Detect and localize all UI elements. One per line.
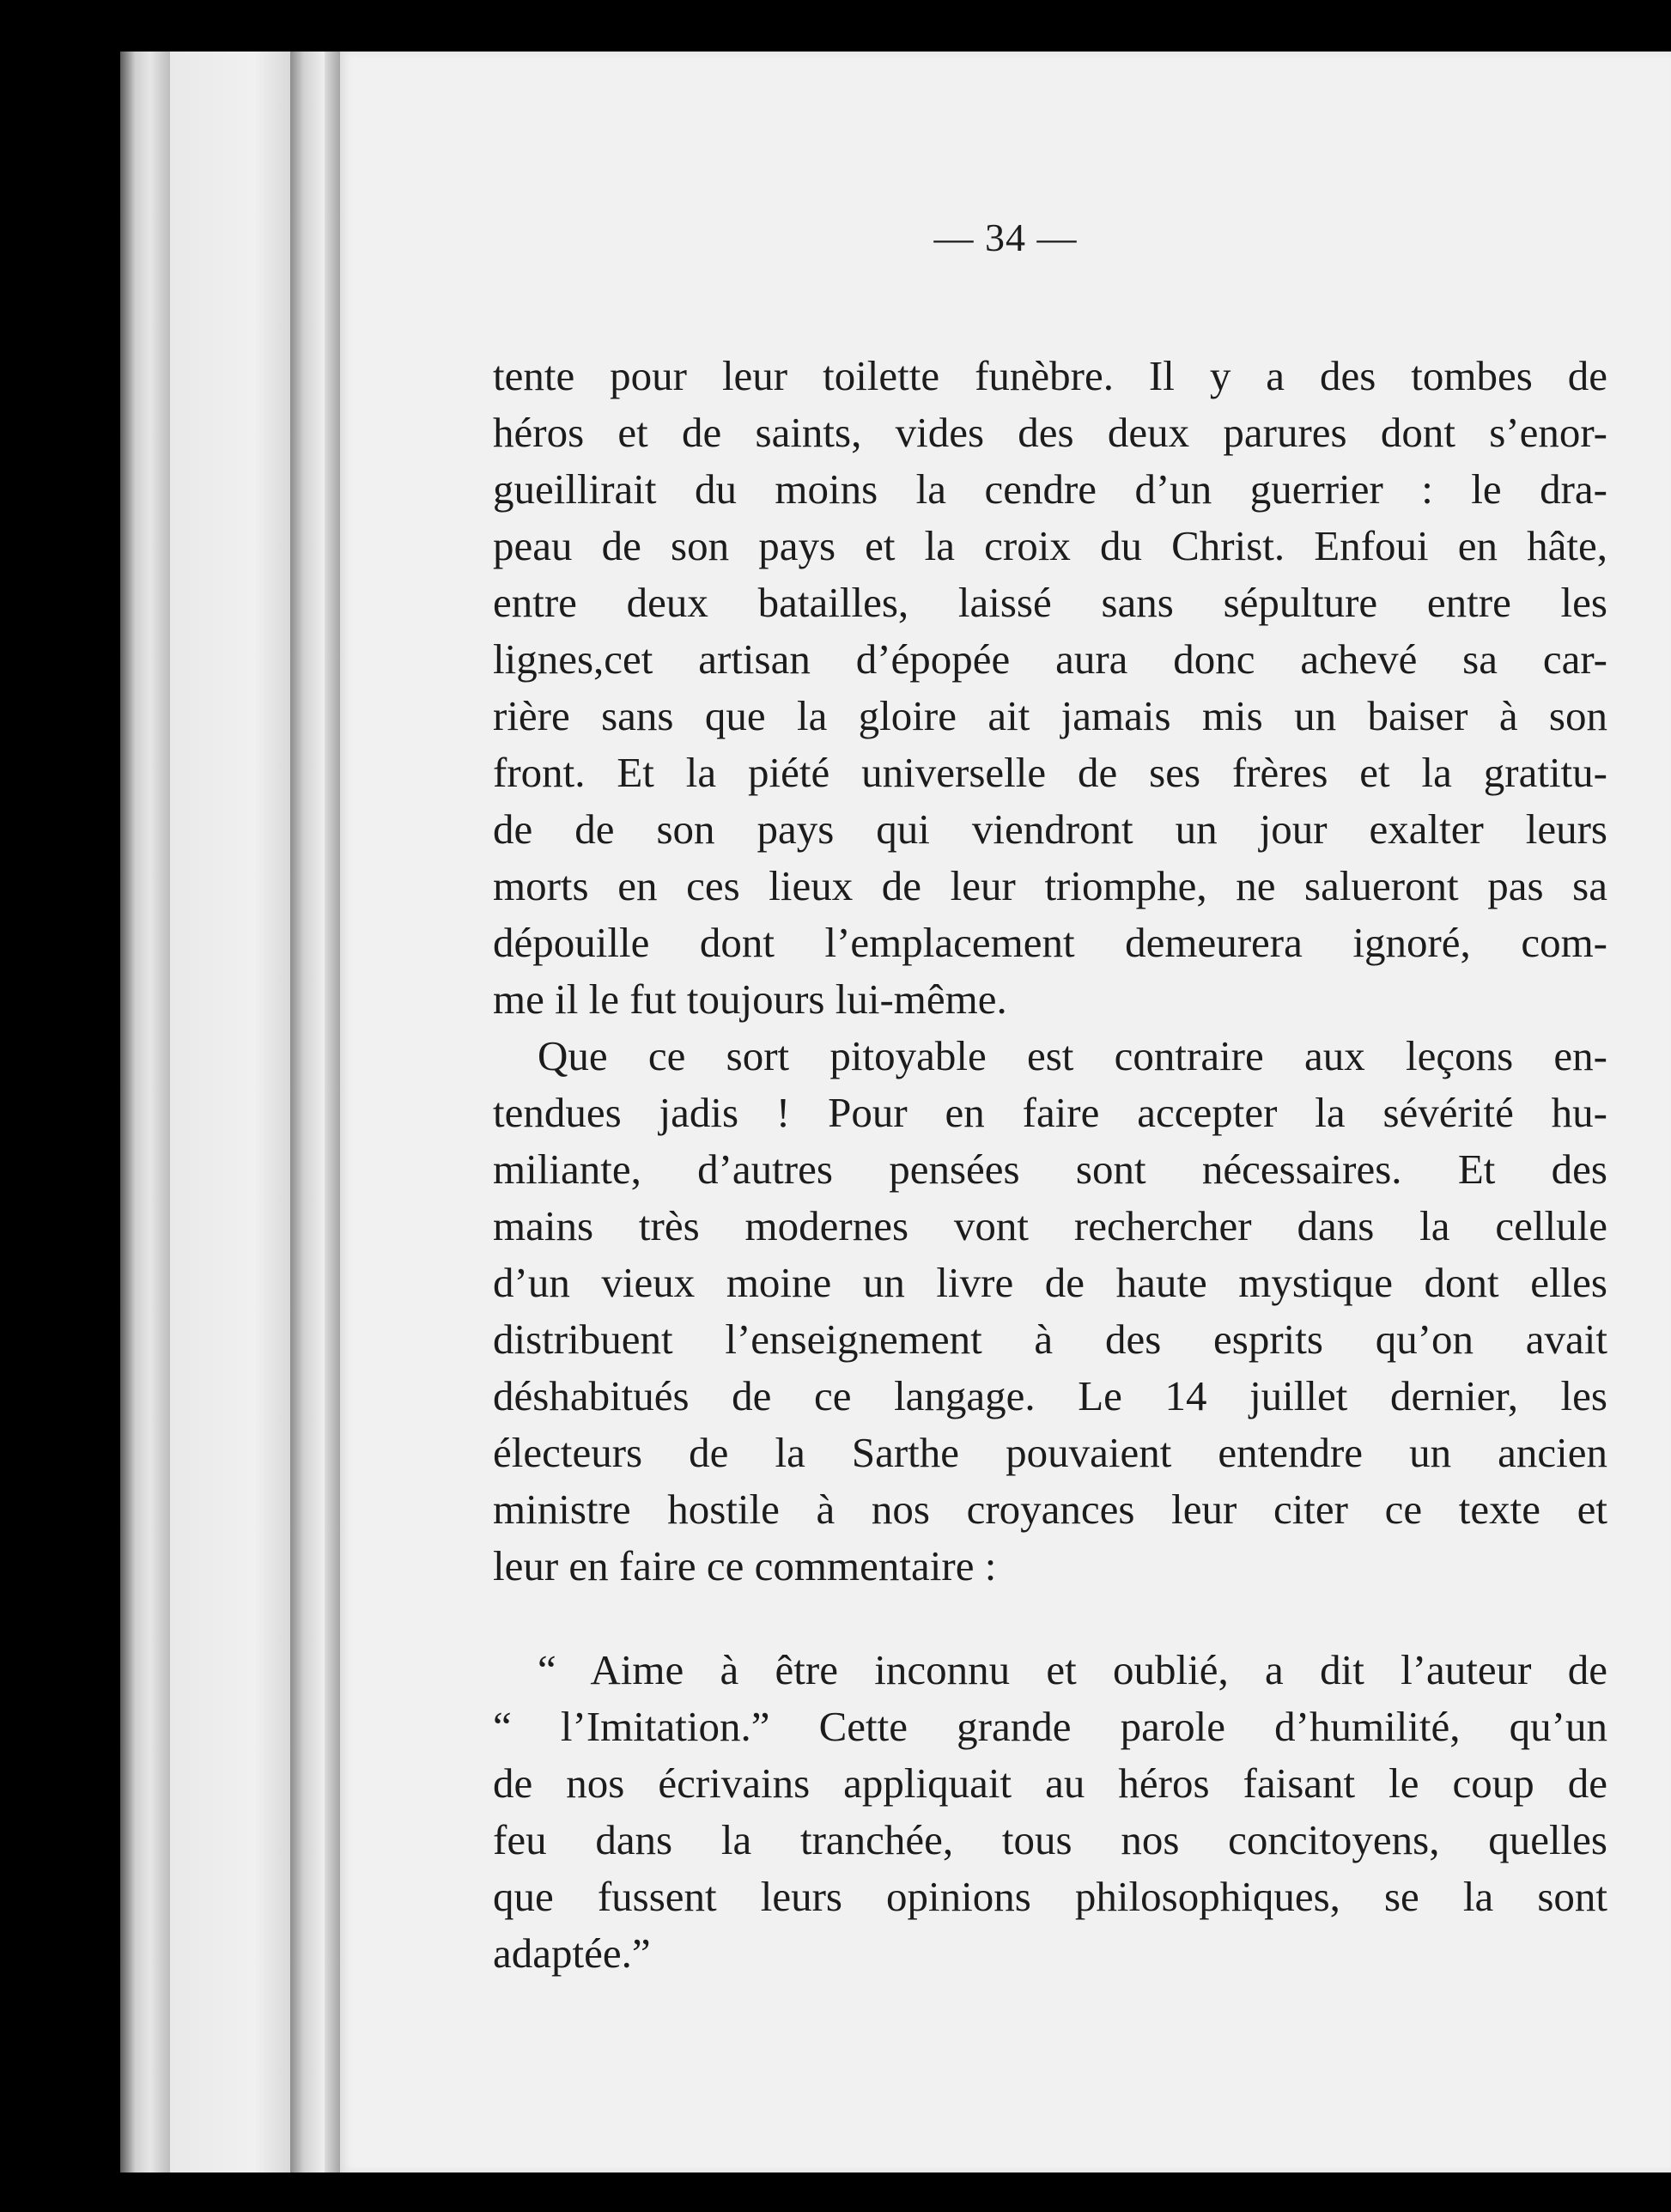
text-line: dépouille dont l’emplacement demeurera ignoré, com-: [493, 919, 1607, 966]
text-line: rière sans que la gloire ait jamais mis un baiser à son: [493, 692, 1607, 739]
text-line: peau de son pays et la croix du Christ. Enfoui en hâte,: [493, 522, 1607, 569]
quote-line: adaptée.”: [493, 1929, 651, 1977]
text-line: me il le fut toujours lui-même.: [493, 975, 1007, 1023]
page-edge-strip: [170, 52, 290, 2172]
quote-line: que fussent leurs opinions philosophiques, se la sont: [493, 1873, 1607, 1920]
text-line: mains très modernes vont rechercher dans la cellule: [493, 1202, 1607, 1249]
text-line: gueillirait du moins la cendre d’un guerrier : le dra-: [493, 465, 1607, 513]
text-line: ministre hostile à nos croyances leur citer ce texte et: [493, 1486, 1607, 1533]
text-line: tendues jadis ! Pour en faire accepter la sévérité hu-: [493, 1089, 1607, 1136]
quote-line: “ l’Imitation.” Cette grande parole d’humilité, qu’un: [493, 1703, 1607, 1750]
page-number: — 34 —: [933, 216, 1078, 259]
text-line: de de son pays qui viendront un jour exalter leurs: [493, 805, 1607, 853]
text-line: morts en ces lieux de leur triomphe, ne salueront pas sa: [493, 862, 1607, 909]
book-page: [340, 52, 1671, 2172]
text-line: leur en faire ce commentaire :: [493, 1542, 997, 1589]
text-line: d’un vieux moine un livre de haute mystique dont elles: [493, 1259, 1607, 1306]
page-edge-strip: [120, 52, 170, 2172]
text-line: front. Et la piété universelle de ses frères et la gratitu-: [493, 749, 1607, 796]
quote-line: “ Aime à être inconnu et oublié, a dit l’auteur de: [538, 1646, 1607, 1693]
quote-line: de nos écrivains appliquait au héros faisant le coup de: [493, 1759, 1607, 1807]
text-line: déshabitués de ce langage. Le 14 juillet dernier, les: [493, 1372, 1607, 1419]
text-line: lignes,cet artisan d’épopée aura donc achevé sa car-: [493, 635, 1607, 683]
text-line: héros et de saints, vides des deux parures dont s’enor-: [493, 409, 1607, 456]
page-edge-strip: [290, 52, 325, 2172]
page-edge-strip: [325, 52, 340, 2172]
text-line: électeurs de la Sarthe pouvaient entendre un ancien: [493, 1429, 1607, 1476]
text-line: tente pour leur toilette funèbre. Il y a des tombes de: [493, 352, 1607, 399]
text-line: Que ce sort pitoyable est contraire aux leçons en-: [538, 1032, 1607, 1079]
text-line: distribuent l’enseignement à des esprits qu’on avait: [493, 1316, 1607, 1363]
text-line: entre deux batailles, laissé sans sépulture entre les: [493, 579, 1607, 626]
quote-line: feu dans la tranchée, tous nos concitoyens, quelles: [493, 1816, 1607, 1863]
text-line: miliante, d’autres pensées sont nécessaires. Et des: [493, 1146, 1607, 1193]
